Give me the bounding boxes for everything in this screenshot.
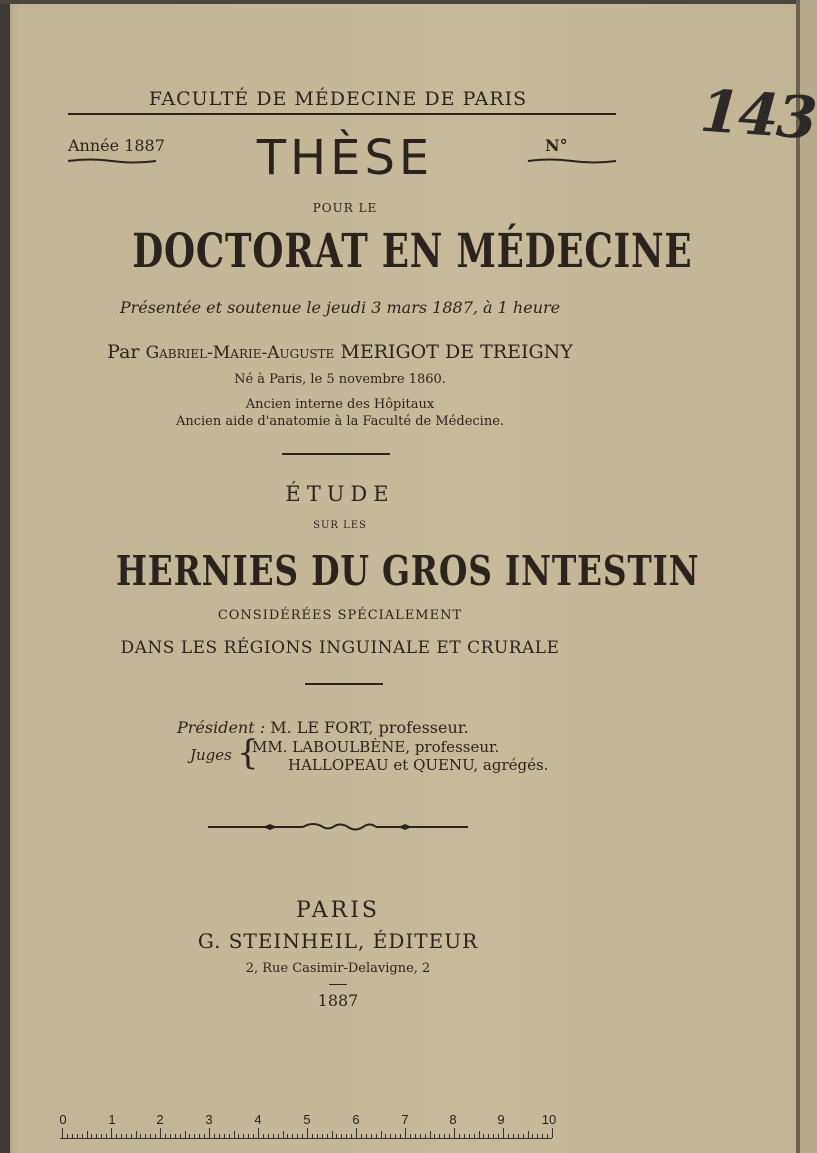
author-given-names: Gabriel-Marie-Auguste — [145, 343, 335, 363]
scale-tick — [116, 1134, 117, 1138]
scale-baseline — [60, 1138, 552, 1139]
scale-label-7: 7 — [401, 1112, 409, 1127]
scale-tick — [194, 1134, 195, 1138]
author-birth: Né à Paris, le 5 novembre 1860. — [234, 372, 446, 387]
scale-tick — [155, 1134, 156, 1138]
right-edge — [796, 0, 800, 1153]
scale-tick — [425, 1134, 426, 1138]
scale-tick — [307, 1128, 308, 1138]
scale-tick — [518, 1134, 519, 1138]
year-flourish — [68, 156, 156, 166]
scale-tick — [72, 1134, 73, 1138]
author-title-2: Ancien aide d'anatomie à la Faculté de Médecine. — [175, 414, 505, 429]
scale-tick — [189, 1134, 190, 1138]
scale-tick — [243, 1134, 244, 1138]
scale-tick — [258, 1128, 259, 1138]
scale-tick — [537, 1134, 538, 1138]
subject-rule — [305, 683, 383, 685]
imprint-city: PARIS — [296, 898, 380, 923]
judge-2: HALLOPEAU et QUENU, agrégés. — [288, 756, 549, 774]
scale-tick — [508, 1134, 509, 1138]
scale-tick — [268, 1134, 269, 1138]
scale-tick — [278, 1134, 279, 1138]
scale-tick — [287, 1134, 288, 1138]
scale-tick — [488, 1134, 489, 1138]
considered-line: CONSIDÉRÉES SPÉCIALEMENT — [217, 608, 463, 623]
scale-tick — [547, 1134, 548, 1138]
scale-label-1: 1 — [108, 1112, 116, 1127]
scale-tick — [317, 1134, 318, 1138]
scale-tick — [96, 1134, 97, 1138]
scale-tick — [273, 1134, 274, 1138]
scale-label-3: 3 — [205, 1112, 213, 1127]
thesis-title: THÈSE — [256, 130, 434, 186]
scale-tick — [503, 1128, 504, 1138]
scale-ruler — [59, 1112, 557, 1142]
scale-tick — [483, 1134, 484, 1138]
scale-tick — [532, 1134, 533, 1138]
scale-tick — [341, 1134, 342, 1138]
pour-le: POUR LE — [312, 201, 378, 215]
scale-tick — [346, 1134, 347, 1138]
scale-tick — [439, 1134, 440, 1138]
scale-tick — [332, 1131, 333, 1138]
scale-tick — [410, 1134, 411, 1138]
scale-tick — [366, 1134, 367, 1138]
scale-tick — [219, 1134, 220, 1138]
scale-tick — [283, 1131, 284, 1138]
president-line — [177, 718, 469, 737]
scale-tick — [199, 1134, 200, 1138]
binding-edge — [0, 0, 10, 1153]
scale-tick — [140, 1134, 141, 1138]
imprint-publisher: G. STEINHEIL, ÉDITEUR — [197, 929, 479, 953]
scale-tick — [322, 1134, 323, 1138]
scale-tick — [371, 1134, 372, 1138]
scale-tick — [150, 1134, 151, 1138]
scale-tick — [336, 1134, 337, 1138]
president-name: M. LE FORT, professeur. — [270, 718, 469, 737]
scale-tick — [126, 1134, 127, 1138]
scale-tick — [361, 1134, 362, 1138]
scale-tick — [297, 1134, 298, 1138]
scale-tick — [62, 1128, 63, 1138]
scale-tick — [165, 1134, 166, 1138]
scale-tick — [185, 1131, 186, 1138]
scale-label-10: 10 — [541, 1112, 557, 1127]
scale-tick — [101, 1134, 102, 1138]
author-surname: MERIGOT DE TREIGNY — [340, 341, 573, 363]
scale-tick — [420, 1134, 421, 1138]
scale-tick — [312, 1134, 313, 1138]
scale-tick — [136, 1131, 137, 1138]
year-label: Année 1887 — [68, 136, 165, 155]
scale-tick — [180, 1134, 181, 1138]
imprint-year: 1887 — [317, 991, 359, 1010]
scale-tick — [67, 1134, 68, 1138]
author-rule — [282, 453, 390, 455]
scale-tick — [454, 1128, 455, 1138]
subject-title: HERNIES DU GROS INTESTIN — [116, 547, 700, 595]
scale-tick — [523, 1134, 524, 1138]
scale-tick — [253, 1134, 254, 1138]
ornamental-divider — [208, 818, 468, 836]
scale-tick — [385, 1134, 386, 1138]
scale-tick — [444, 1134, 445, 1138]
scale-tick — [542, 1134, 543, 1138]
scale-tick — [395, 1134, 396, 1138]
top-edge — [0, 0, 800, 4]
scale-tick — [229, 1134, 230, 1138]
scale-tick — [170, 1134, 171, 1138]
faculty-heading: FACULTÉ DE MÉDECINE DE PARIS — [148, 88, 528, 110]
scale-tick — [464, 1134, 465, 1138]
study-label: ÉTUDE — [285, 482, 395, 506]
scale-tick — [292, 1134, 293, 1138]
number-label: N° — [545, 136, 568, 155]
scale-tick — [449, 1134, 450, 1138]
scale-tick — [214, 1134, 215, 1138]
judge-1: MM. LABOULBÈNE, professeur. — [252, 738, 500, 756]
scale-tick — [106, 1134, 107, 1138]
shelfmark-number: 143 — [697, 76, 817, 153]
scale-tick — [160, 1128, 161, 1138]
scale-tick — [405, 1128, 406, 1138]
imprint-rule — [329, 984, 347, 985]
judges-label: Juges — [190, 746, 232, 764]
degree-title: DOCTORAT EN MÉDECINE — [132, 224, 693, 279]
scale-tick — [552, 1128, 553, 1138]
scale-tick — [415, 1134, 416, 1138]
scale-tick — [376, 1134, 377, 1138]
scale-tick — [327, 1134, 328, 1138]
scale-tick — [238, 1134, 239, 1138]
author-line — [60, 341, 620, 363]
author-prefix: Par — [107, 341, 140, 363]
scale-tick — [248, 1134, 249, 1138]
judges-brace: { — [237, 733, 259, 773]
scale-tick — [121, 1134, 122, 1138]
scale-tick — [400, 1134, 401, 1138]
scale-tick — [528, 1131, 529, 1138]
scale-label-6: 6 — [352, 1112, 360, 1127]
number-flourish — [528, 156, 616, 166]
scale-tick — [513, 1134, 514, 1138]
scale-label-8: 8 — [449, 1112, 457, 1127]
scale-label-4: 4 — [254, 1112, 262, 1127]
sur-les: SUR LES — [313, 520, 367, 531]
scale-tick — [469, 1134, 470, 1138]
scale-tick — [493, 1134, 494, 1138]
scale-label-5: 5 — [303, 1112, 311, 1127]
scale-tick — [131, 1134, 132, 1138]
header-rule — [68, 113, 616, 115]
scale-tick — [82, 1134, 83, 1138]
scale-tick — [459, 1134, 460, 1138]
scale-tick — [204, 1134, 205, 1138]
author-title-1: Ancien interne des Hôpitaux — [245, 397, 435, 412]
regions-line: DANS LES RÉGIONS INGUINALE ET CRURALE — [120, 638, 560, 658]
scale-label-9: 9 — [497, 1112, 505, 1127]
scale-tick — [77, 1134, 78, 1138]
scale-tick — [390, 1134, 391, 1138]
scale-tick — [224, 1134, 225, 1138]
scale-tick — [381, 1131, 382, 1138]
scale-tick — [175, 1134, 176, 1138]
imprint-address: 2, Rue Casimir-Delavigne, 2 — [245, 961, 431, 976]
president-label: Président : — [177, 718, 266, 737]
scale-tick — [91, 1134, 92, 1138]
scale-tick — [474, 1134, 475, 1138]
scale-tick — [234, 1131, 235, 1138]
scale-tick — [209, 1128, 210, 1138]
scale-tick — [479, 1131, 480, 1138]
scale-tick — [356, 1128, 357, 1138]
scale-tick — [87, 1131, 88, 1138]
scale-label-2: 2 — [156, 1112, 164, 1127]
scale-tick — [302, 1134, 303, 1138]
scale-tick — [111, 1128, 112, 1138]
scale-tick — [498, 1134, 499, 1138]
scale-tick — [351, 1134, 352, 1138]
scale-tick — [430, 1131, 431, 1138]
presentation-line: Présentée et soutenue le jeudi 3 mars 1887, à 1 heure — [119, 298, 561, 317]
scale-tick — [263, 1134, 264, 1138]
scale-tick — [434, 1134, 435, 1138]
scale-tick — [145, 1134, 146, 1138]
scale-label-0: 0 — [59, 1112, 67, 1127]
